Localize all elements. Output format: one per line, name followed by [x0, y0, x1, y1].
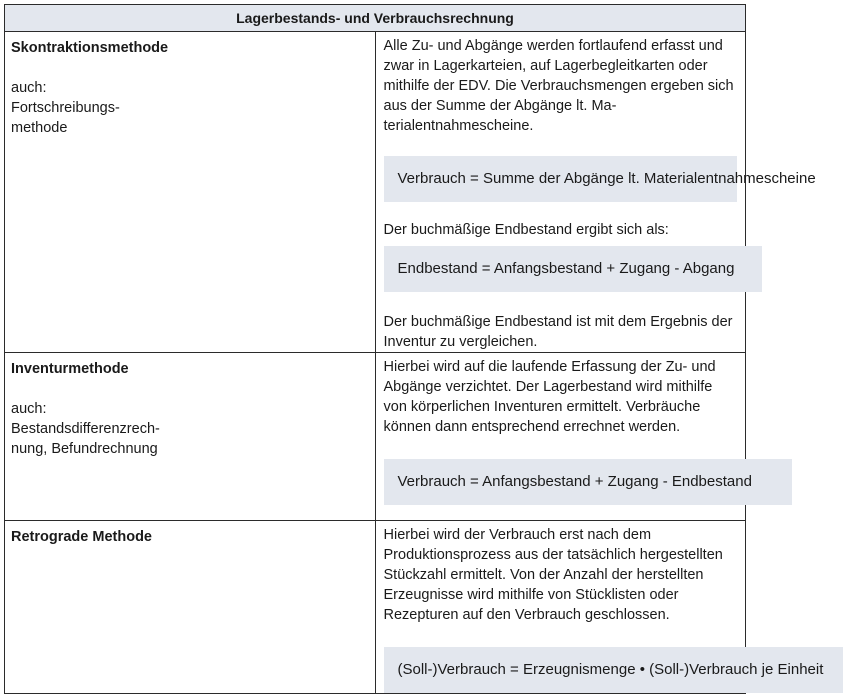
table-row-retrograde [5, 521, 746, 694]
method-table [4, 4, 746, 694]
aka-label: auch: [11, 78, 375, 98]
description-text: Hierbei wird der Verbrauch erst nach dem Produktionsprozess aus der tatsächlich hergestellten Stückzahl ermittelt. Von der Anzahl der herstellten Erzeugnisse wird mithilfe von Stücklisten oder Rezepturen auf den Verbrauch geschlossen. [384, 525, 738, 625]
method-cell [5, 32, 376, 353]
description-cell [375, 32, 746, 353]
table-title: Lagerbestands- und Verbrauchsrechnung [5, 5, 746, 32]
aka-line: nung, Befundrechnung [11, 439, 375, 459]
formula-box: Endbestand = Anfangsbestand + Zugang - Abgang [384, 246, 763, 292]
aka-line: Bestandsdifferenzrech- [11, 419, 375, 439]
aka-label: auch: [11, 399, 375, 419]
formula-box: Verbrauch = Anfangsbestand + Zugang - Endbestand [384, 459, 792, 505]
description-text: Hierbei wird auf die laufende Erfassung der Zu- und Abgänge verzichtet. Der Lagerbestand wird mithilfe von körperlichen Inventuren ermittelt. Verbräuche können dann entsprechend errechnet werden. [384, 357, 738, 437]
description-text: Alle Zu- und Abgänge werden fortlaufend erfasst und zwar in Lagerkarteien, auf Lagerbegleitkarten oder mithilfe der EDV. Die Verbrauchsmengen ergeben sich aus der Summe der Abgänge lt. Materialentnahmescheine. [384, 36, 738, 136]
method-cell [5, 353, 376, 521]
table-row-skontraktion [5, 32, 746, 353]
description-text: Der buchmäßige Endbestand ist mit dem Ergebnis der Inventur zu vergleichen. [384, 312, 738, 352]
description-text: Der buchmäßige Endbestand ergibt sich als: [384, 220, 738, 240]
description-cell [375, 353, 746, 521]
table-row-inventur [5, 353, 746, 521]
aka-line: Fortschreibungs- [11, 98, 375, 118]
aka-line: methode [11, 118, 375, 138]
method-name: Skontraktionsmethode [11, 38, 375, 58]
method-name: Retrograde Methode [11, 527, 375, 547]
method-cell [5, 521, 376, 694]
formula-box: (Soll-)Verbrauch = Erzeugnismenge • (Soll-)Verbrauch je Einheit [384, 647, 843, 693]
description-cell [375, 521, 746, 694]
method-name: Inventurmethode [11, 359, 375, 379]
formula-box: Verbrauch = Summe der Abgänge lt. Materialentnahmescheine [384, 156, 738, 202]
